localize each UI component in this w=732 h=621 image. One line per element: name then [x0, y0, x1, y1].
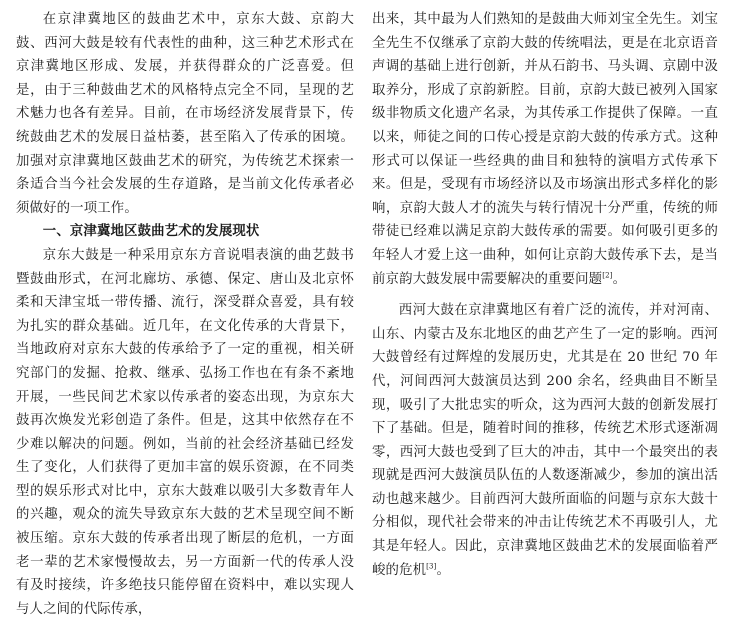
paragraph-end-mark: 。: [612, 271, 627, 287]
jingyun-dagu-paragraph: [372, 8, 718, 291]
xihe-dagu-paragraph: [372, 299, 718, 582]
right-column: [372, 8, 718, 578]
citation-ref: [2]: [602, 271, 613, 280]
citation-ref: [3]: [426, 562, 437, 571]
xihe-text: 西河大鼓在京津冀地区有着广泛的流传，并对河南、山东、内蒙古及东北地区的曲艺产生了一定的影响。西河大鼓曾经有过辉煌的发展历史，尤其是在 20 世纪 70 年代，河间西河大鼓演员达到 200 余名，经典曲目不断呈现，吸引了大批忠实的听众，这为西河大鼓的创新发展打下了基础。但是，随着时间的推移，传统艺术形式逐渐凋零，西河大鼓也受到了巨大的冲击，其中一个最突出的表现就是西河大鼓演员队伍的人数逐渐减少，参加的演出活动也越来越少。目前西河大鼓所面临的问题与京东大鼓十分相似，现代社会带来的冲击让传统艺术不再吸引人，尤其是年轻人。因此，京津冀地区鼓曲艺术的发展面临着严峻的危机: [372, 303, 718, 578]
intro-paragraph: 在京津冀地区的鼓曲艺术中，京东大鼓、京韵大鼓、西河大鼓是较有代表性的曲种，这三种艺术形式在京津冀地区形成、发展，并获得群众的广泛喜爱。但是，由于三种鼓曲艺术的风格特点完全不同，呈现的艺术魅力也各有差异。目前，在市场经济发展背景下，传统鼓曲艺术的发展日益枯萎，甚至陷入了传承的困境。加强对京津冀地区鼓曲艺术的研究，为传统艺术探索一条适合当今社会发展的生存道路，是当前文化传承者必须做好的一项工作。: [16, 12, 354, 216]
jingdong-dagu-paragraph: 京东大鼓是一种采用京东方音说唱表演的曲艺鼓书暨鼓曲形式，在河北廊坊、承德、保定、唐山及北京怀柔和天津宝坻一带传播、流行，深受群众喜爱，具有较为扎实的群众基础。近几年，在文化传承的大背景下，当地政府对京东大鼓的传承给予了一定的重视，相关研究部门的发掘、抢救、继承、弘扬工作也在有条不紊地开展，一些民间艺术家以传承者的姿态出现，为京东大鼓再次焕发光彩创造了条件。但是，这其中依然存在不少难以解决的问题。例如，当前的社会经济基础已经发生了变化，人们获得了更加丰富的娱乐资源，在不同类型的娱乐形式对比中，京东大鼓难以吸引大多数青年人的兴趣，观众的流失导致京东大鼓的艺术呈现空间不断被压缩。京东大鼓的传承者出现了断层的危机，一方面老一辈的艺术家慢慢故去，另一方面新一代的传承人没有及时接续，许多绝技只能停留在资料中，难以实现人与人之间的代际传承，: [16, 247, 354, 617]
left-column: [16, 8, 354, 617]
paragraph-gap: [372, 291, 718, 299]
section-heading: 一、京津冀地区鼓曲艺术的发展现状: [42, 224, 260, 240]
paragraph-end-mark: 。: [436, 562, 451, 578]
jingyun-text: 出来，其中最为人们熟知的是鼓曲大师刘宝全先生。刘宝全先生不仅继承了京韵大鼓的传统唱法，更是在北京语音声调的基础上进行创新，并从石韵书、马头调、京剧中汲取养分，形成了京韵新腔。目前，京韵大鼓已被列入国家级非物质文化遗产名录，为其传承工作提供了保障。一直以来，师徒之间的口传心授是京韵大鼓的传承方式。这种形式可以保证一些经典的曲目和独特的演唱方式传承下来。但是，受现有市场经济以及市场演出形式多样化的影响，京韵大鼓人才的流失与转行情况十分严重，传统的师带徒已经难以满足京韵大鼓传承的需要。如何吸引更多的年轻人才爱上这一曲种，如何让京韵大鼓传承下去，是当前京韵大鼓发展中需要解决的重要问题: [372, 12, 718, 287]
